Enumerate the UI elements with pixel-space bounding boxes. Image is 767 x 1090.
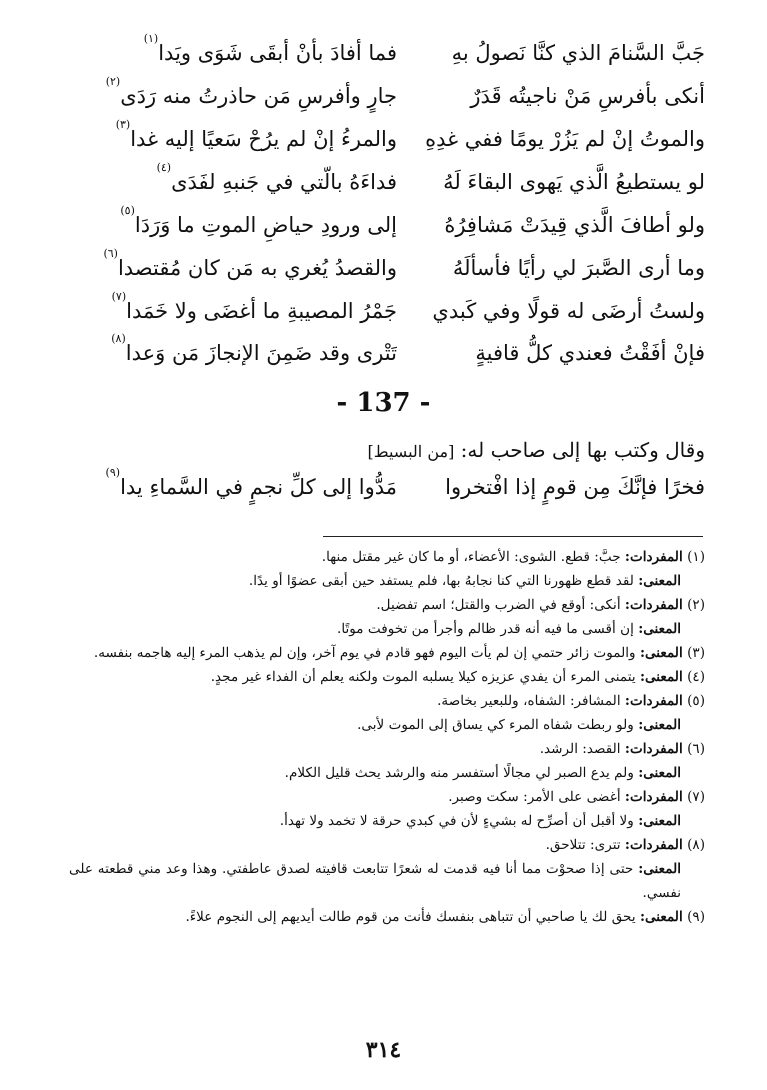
hemistich-text: والقصدُ يُغري به مَن كان مُقتصدا: [117, 256, 397, 280]
verse-hemistich-left: [71, 291, 397, 331]
note-label: المعنى:: [638, 765, 681, 781]
note-number: (٥): [687, 693, 705, 709]
hemistich-text: جَمْرُ المصيبةِ ما أغضَى ولا خَمَدا: [126, 299, 397, 323]
footnote-marker: (٢): [105, 76, 121, 88]
footnotes: [69, 545, 705, 929]
verse-hemistich-left: [71, 162, 397, 202]
verse-2: [71, 76, 705, 116]
footnote-entry: [69, 905, 705, 929]
note-label: المفردات:: [624, 693, 683, 709]
note-number: (٣): [687, 645, 705, 661]
footnote-entry: [69, 761, 705, 785]
footnote-divider: [323, 536, 703, 537]
note-label: المعنى:: [639, 909, 683, 925]
poem-number: - 137 -: [336, 388, 431, 418]
note-text: تترى: تتلاحق.: [545, 837, 625, 853]
hemistich-text: فداءَهُ بالّتي في جَنبهِ لفَدَى: [171, 170, 397, 194]
note-text: حتى إذا صحوْت مما أنا فيه قدمت له شعرًا تتابعت قافيته لصدق عاطفتي. وهذا وعد مني قطعته على نفسي.: [69, 861, 681, 901]
footnote-entry: [69, 569, 705, 593]
intro-text: وقال وكتب بها إلى صاحب له:: [454, 438, 705, 462]
verse-hemistich-right: والموتُ إنْ لم يَزُرْ يومًا ففي غدِهِ: [425, 127, 705, 151]
note-label: المعنى:: [639, 669, 683, 685]
verse-hemistich-right: ولستُ أرضَى له قولًا وفي كَبدي: [432, 299, 705, 323]
footnote-entry: [69, 641, 705, 665]
hemistich-text: إلى ورودِ حياضِ الموتِ ما وَرَدَا: [134, 213, 397, 237]
footnote-entry: [69, 833, 705, 857]
verse-hemistich-right: وما أرى الصَّبرَ لي رأيًا فأسألَهُ: [452, 256, 705, 280]
footnote-marker: (٩): [105, 467, 121, 479]
note-number: (٦): [687, 741, 705, 757]
verse-3: [71, 119, 705, 159]
verse-hemistich-right: فإنْ أفَقْتُ فعندي كلُّ قافيةٍ: [475, 341, 705, 365]
footnote-marker: (٨): [111, 333, 126, 345]
footnote-entry: [69, 545, 705, 569]
note-label: المفردات:: [624, 837, 683, 853]
footnote-marker: (٣): [115, 119, 131, 131]
verse-hemistich-right: ولو أطافَ الَّذي قِيدَتْ مَشافِرُهُ: [444, 213, 705, 237]
verse-7: [71, 291, 705, 331]
verse-hemistich-left: [71, 33, 397, 73]
verse-4: [71, 162, 705, 202]
note-label: المفردات:: [624, 741, 683, 757]
footnote-entry: [69, 857, 705, 905]
verse-hemistich-right: فخرًا فإنَّكَ مِن قومٍ إذا افْتخروا: [445, 475, 705, 499]
note-text: ولا أقبل أن أصرِّح له بشيءٍ لأن في كبدي حرقة لا تخمد ولا تهدأ.: [279, 813, 639, 829]
note-label: المفردات:: [624, 597, 683, 613]
verse-6: [71, 248, 705, 288]
note-label: المفردات:: [624, 549, 683, 565]
note-number: (٤): [687, 669, 705, 685]
verse-hemistich-right: أنكى بأفرسِ مَنْ ناجيتُه قَدَرٌ: [470, 84, 705, 108]
hemistich-text: جارٍ وأفرسِ مَن حاذرتُ منه رَدَى: [120, 84, 397, 108]
note-label: المعنى:: [639, 645, 683, 661]
note-label: المعنى:: [638, 717, 681, 733]
meter-label: [من البسيط]: [367, 442, 455, 461]
hemistich-text: فما أفادَ بأنْ أبقَى شَوَى ويَدا: [158, 41, 397, 65]
note-text: القصد: الرشد.: [539, 741, 625, 757]
verse-hemistich-left: [71, 119, 397, 159]
note-text: لقد قطع ظهورنا التي كنا نجابهُ بها، فلم يستفد حين أبقى عضوًا أو يدًا.: [248, 573, 639, 589]
verse-5: [71, 205, 705, 245]
note-text: ولم يدع الصبر لي مجالًا أستفسر منه والرشد يحث قليل الكلام.: [284, 765, 639, 781]
note-label: المعنى:: [638, 573, 681, 589]
footnote-entry: [69, 689, 705, 713]
poem-intro: [71, 432, 705, 470]
note-number: (٨): [687, 837, 705, 853]
verse-hemistich-left: [71, 248, 397, 288]
footnote-marker: (٦): [103, 248, 118, 260]
page-number: ٣١٤: [365, 1037, 402, 1063]
note-text: يحق لك يا صاحبي أن تتباهى بنفسك فأنت من قوم طالت أيديهم إلى النجوم علاءً.: [185, 909, 640, 925]
footnote-entry: [69, 617, 705, 641]
note-text: أغضى على الأمر: سكت وصبر.: [448, 789, 625, 805]
note-label: المفردات:: [624, 789, 683, 805]
note-number: (٩): [687, 909, 705, 925]
verse-hemistich-left: [71, 467, 397, 507]
note-label: المعنى:: [638, 861, 681, 877]
note-text: يتمنى المرء أن يفدي عزيزه كيلا يسلبه الموت ولكنه يعلم أن الفداء غير مجدٍ.: [210, 669, 640, 685]
note-label: المعنى:: [638, 621, 681, 637]
verse-8: [71, 333, 705, 373]
hemistich-text: والمرءُ إنْ لم يرُحْ سَعيًا إليه غدا: [130, 127, 397, 151]
note-text: إن أقسى ما فيه أنه قدر ظالم وأجرأ من تخوفت موتًا.: [337, 621, 639, 637]
note-label: المعنى:: [638, 813, 681, 829]
footnote-entry: [69, 737, 705, 761]
note-text: ولو ربطت شفاه المرء كي يساق إلى الموت لأبى.: [357, 717, 639, 733]
footnote-marker: (٥): [120, 205, 135, 217]
note-text: أنكى: أوقع في الضرب والقتل؛ اسم تفضيل.: [376, 597, 625, 613]
note-text: جبَّ: قطع. الشوى: الأعضاء، أو ما كان غير مقتل منها.: [321, 549, 625, 565]
verse-hemistich-right: لو يستطيعُ الَّذي يَهوى البقاءَ لَهُ: [443, 170, 705, 194]
note-text: المشافر: الشفاه، وللبعير بخاصة.: [437, 693, 625, 709]
note-text: والموت زائر حتمي إن لم يأت اليوم فهو قادم في يوم آخر، وإن لم يذهب المرء إليه هاجمه بنفسه.: [93, 645, 640, 661]
footnote-marker: (٧): [111, 291, 127, 303]
footnote-entry: [69, 593, 705, 617]
note-number: (٢): [687, 597, 705, 613]
footnote-entry: [69, 713, 705, 737]
hemistich-text: تَتْرى وقد ضَمِنَ الإنجازَ مَن وَعدا: [125, 341, 397, 365]
verse-hemistich-left: [71, 205, 397, 245]
note-number: (٧): [687, 789, 705, 805]
hemistich-text: مَدُّوا إلى كلِّ نجمٍ في السَّماءِ يدا: [120, 475, 397, 499]
verse-hemistich-right: جَبَّ السَّنامَ الذي كنَّا نَصولُ بهِ: [451, 41, 705, 65]
footnote-entry: [69, 785, 705, 809]
verse-9: [71, 467, 705, 507]
footnote-marker: (٤): [156, 162, 172, 174]
footnote-marker: (١): [143, 33, 159, 45]
verse-1: [71, 33, 705, 73]
note-number: (١): [687, 549, 705, 565]
footnote-entry: [69, 809, 705, 833]
footnote-entry: [69, 665, 705, 689]
verse-hemistich-left: [71, 333, 397, 373]
verse-hemistich-left: [71, 76, 397, 116]
